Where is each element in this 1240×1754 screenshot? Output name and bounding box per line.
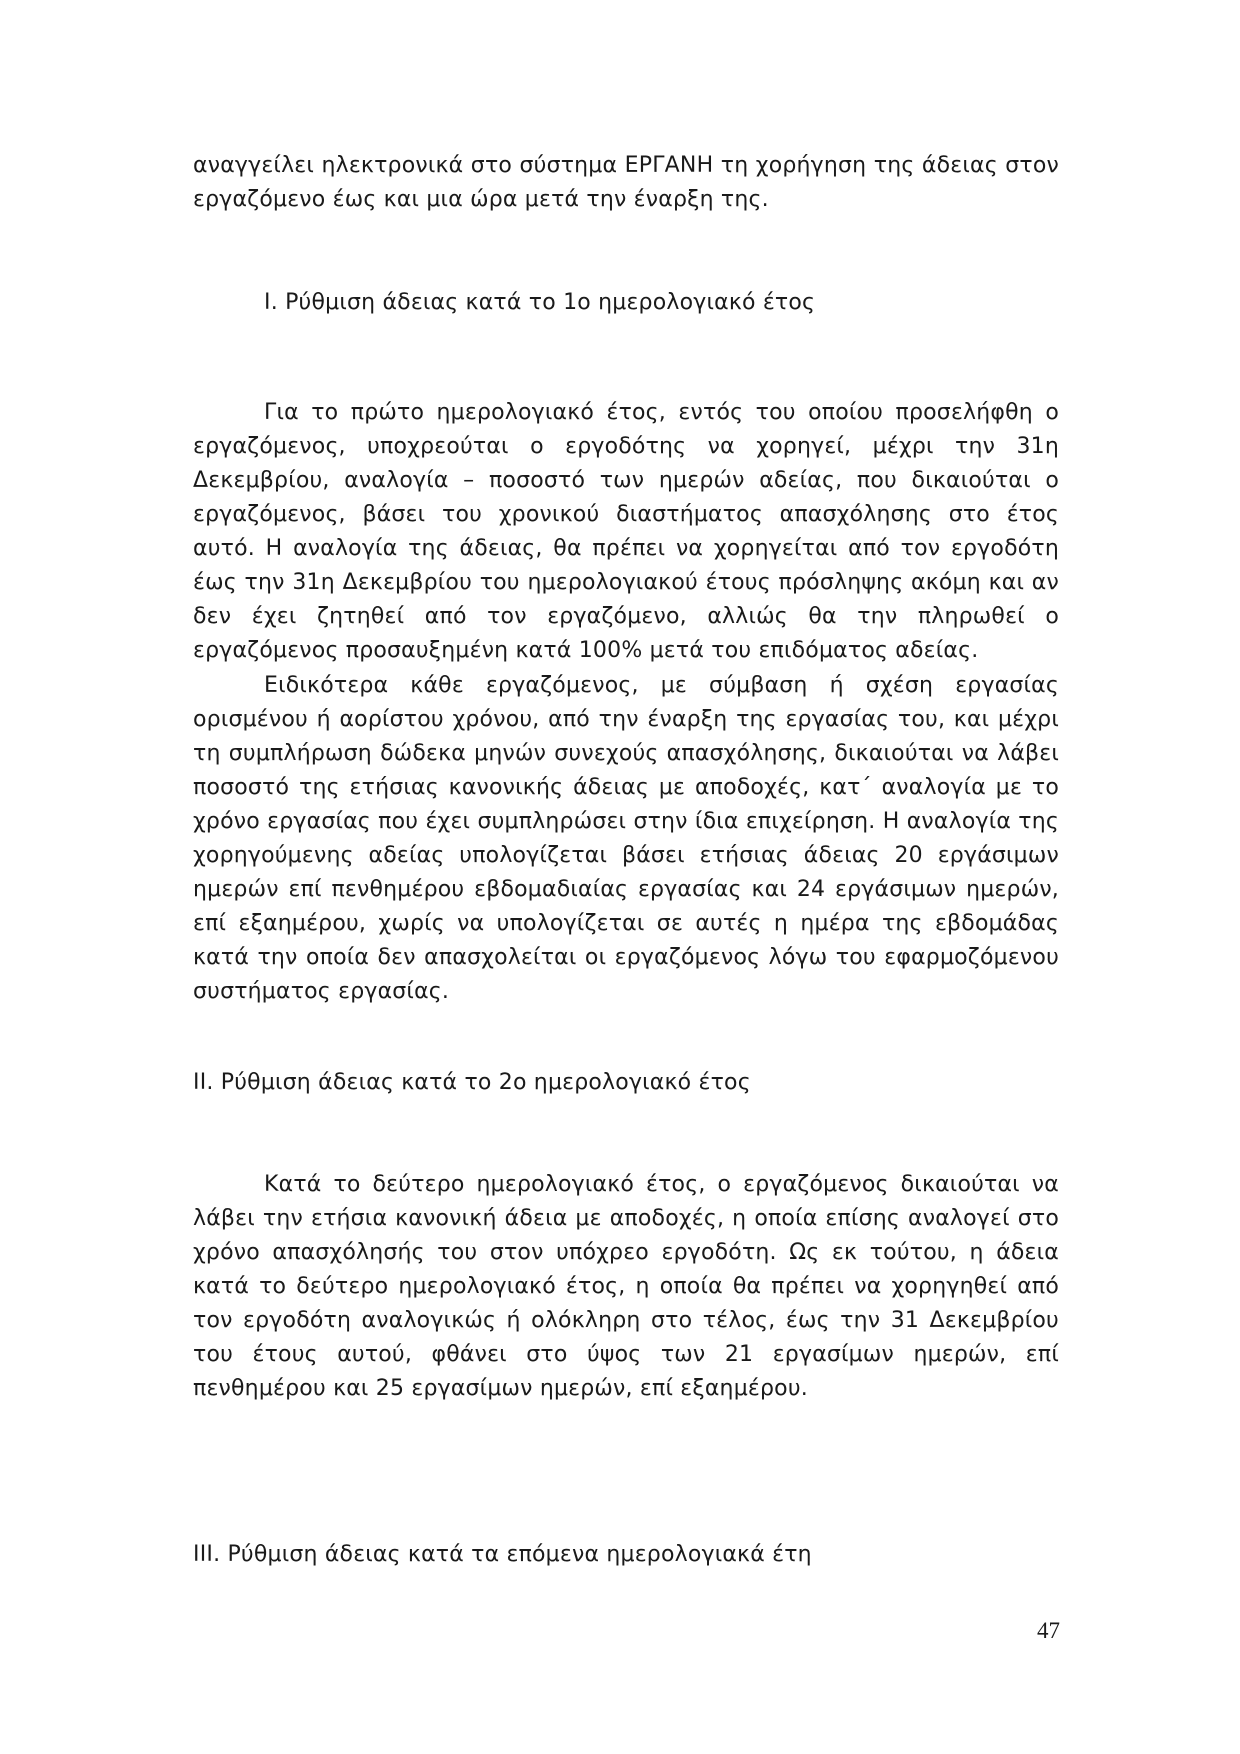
section-1-heading: Ι. Ρύθμιση άδειας κατά το 1ο ημερολογιακό έτος: [264, 290, 816, 315]
section-2-paragraph: Κατά το δεύτερο ημερολογιακό έτος, ο εργαζόμενος δικαιούται να λάβει την ετήσια κανονική άδεια με αποδοχές, η οποία επίσης αναλογεί στο χρόνο απασχόλησής του στον υπόχρεο εργοδότη. Ως εκ τούτου, η άδεια κατά το δεύτερο ημερολογιακό έτος, η οποία θα πρέπει να χορηγηθεί από τον εργοδότη αναλογικώς ή ολόκληρη στο τέλος, έως την 31 Δεκεμβρίου του έτους αυτού, φθάνει στο ύψος των 21 εργασίμων ημερών, επί πενθημέρου και 25 εργασίμων ημερών, επί εξαημέρου.: [193, 1172, 1059, 1401]
section-3-heading: ΙΙΙ. Ρύθμιση άδειας κατά τα επόμενα ημερολογιακά έτη: [193, 1542, 812, 1567]
intro-paragraph: αναγγείλει ηλεκτρονικά στο σύστημα ΕΡΓΑΝΗ τη χορήγηση της άδειας στον εργαζόμενο έως και μια ώρα μετά την έναρξη της.: [193, 153, 1059, 212]
section-1-paragraph-1: Για το πρώτο ημερολογιακό έτος, εντός του οποίου προσελήφθη ο εργαζόμενος, υποχρεούται ο εργοδότης να χορηγεί, μέχρι την 31η Δεκεμβρίου, αναλογία – ποσοστό των ημερών αδείας, που δικαιούται ο εργαζόμενος, βάσει του χρονικού διαστήματος απασχόλησης στο έτος αυτό. Η αναλογία της άδειας, θα πρέπει να χορηγείται από τον εργοδότη έως την 31η Δεκεμβρίου του ημερολογιακού έτους πρόσληψης ακόμη και αν δεν έχει ζητηθεί από τον εργαζόμενο, αλλιώς θα την πληρωθεί ο εργαζόμενος προσαυξημένη κατά 100% μετά του επιδόματος αδείας.: [193, 400, 1059, 663]
section-1-paragraph-2: Ειδικότερα κάθε εργαζόμενος, με σύμβαση ή σχέση εργασίας ορισμένου ή αορίστου χρόνου, από την έναρξη της εργασίας του, και μέχρι τη συμπλήρωση δώδεκα μηνών συνεχούς απασχόλησης, δικαιούται να λάβει ποσοστό της ετήσιας κανονικής άδειας με αποδοχές, κατ΄ αναλογία με το χρόνο εργασίας που έχει συμπληρώσει στην ίδια επιχείρηση. Η αναλογία της χορηγούμενης αδείας υπολογίζεται βάσει ετήσιας άδειας 20 εργάσιμων ημερών επί πενθημέρου εβδομαδιαίας εργασίας και 24 εργάσιμων ημερών, επί εξαημέρου, χωρίς να υπολογίζεται σε αυτές η ημέρα της εβδομάδας κατά την οποία δεν απασχολείται οι εργαζόμενος λόγω του εφαρμοζόμενου συστήματος εργασίας.: [193, 673, 1059, 1004]
section-2-heading: ΙΙ. Ρύθμιση άδειας κατά το 2ο ημερολογιακό έτος: [193, 1070, 751, 1095]
page-number: 47: [1037, 1618, 1060, 1643]
